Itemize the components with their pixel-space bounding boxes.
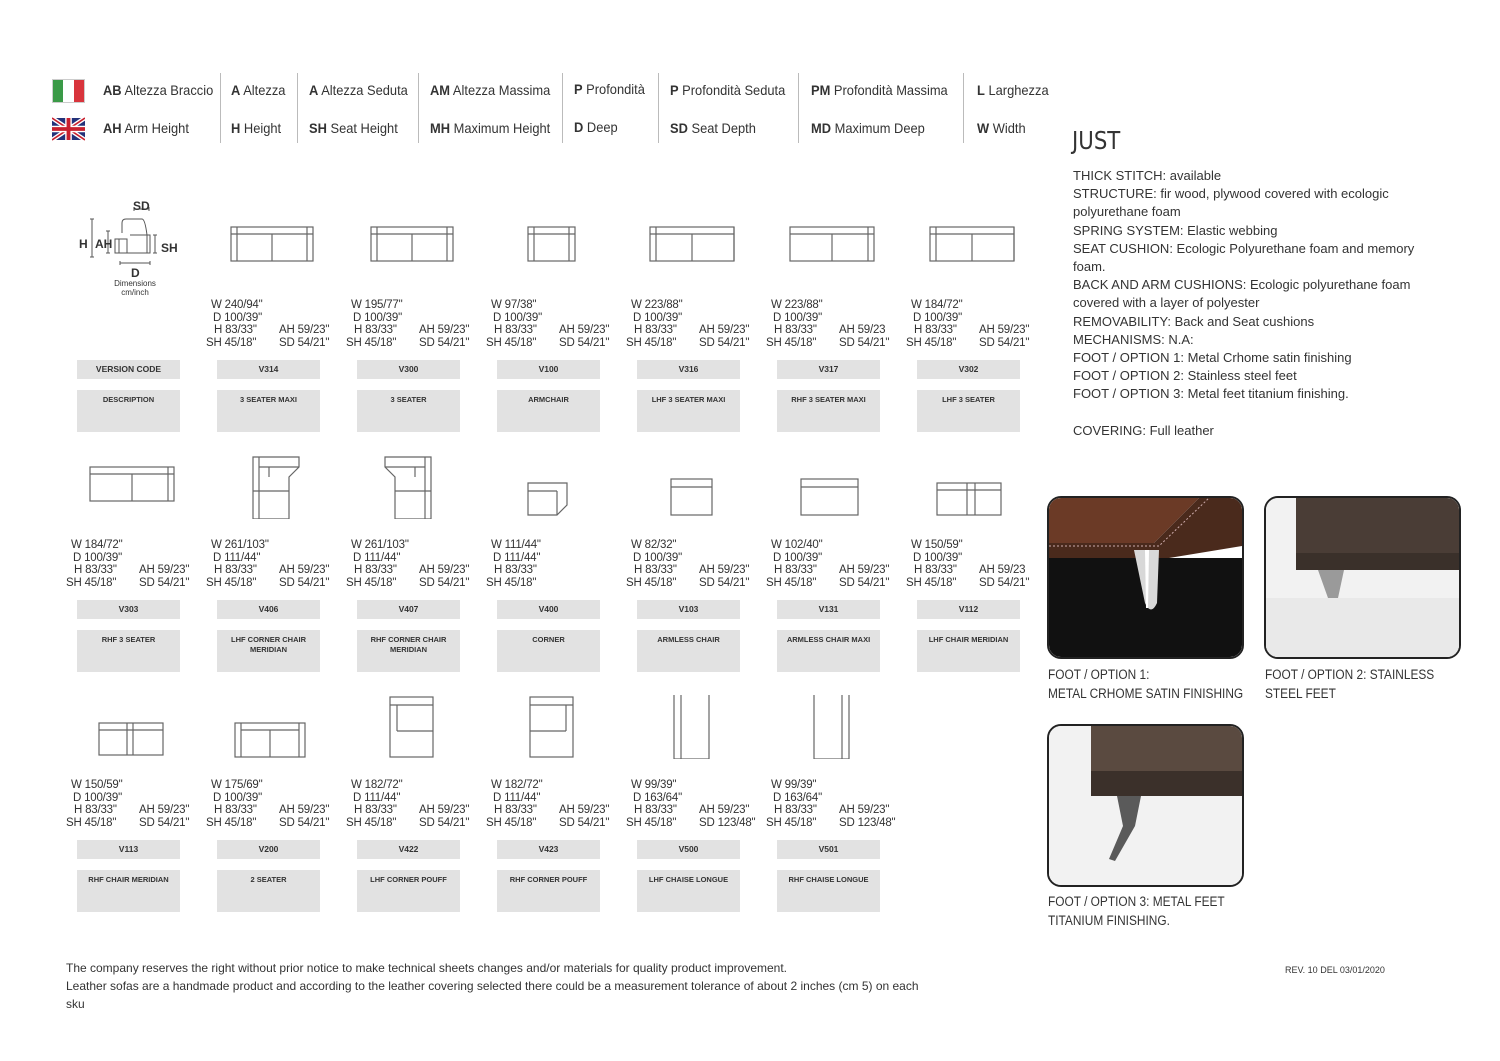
product-dimensions [626, 539, 757, 589]
ah-label: AH [95, 237, 113, 251]
seat-depth-value: SD 54/21" [559, 336, 610, 349]
caption-line-2: TITANIUM FINISHING. [1048, 912, 1170, 928]
covering-text: COVERING: Full leather [1073, 422, 1214, 438]
version-code: V400 [497, 600, 600, 619]
product-description: 2 SEATER [217, 870, 320, 912]
product-dimensions [906, 539, 1037, 589]
seat-depth-value: SD 54/21" [559, 816, 610, 829]
legend-en-7: W Width [977, 120, 1026, 136]
product-description: CORNER [497, 630, 600, 672]
foot-photo-3 [1047, 724, 1244, 887]
product-dimensions [626, 299, 757, 349]
seat-height-value: SH 45/18" [906, 336, 957, 349]
depth-value: D 111/44" [353, 551, 401, 564]
width-value: W 261/103" [211, 539, 269, 551]
product-plan-icon [357, 455, 467, 519]
width-value: W 111/44" [491, 539, 541, 551]
arm-height-value: AH 59/23" [139, 564, 190, 577]
depth-value: D 100/39" [633, 311, 682, 324]
version-code: V501 [777, 840, 880, 859]
arm-height-value: AH 59/23" [699, 804, 750, 817]
depth-value: D 163/64" [773, 791, 822, 804]
product-plan-icon [217, 455, 327, 519]
foot-option-caption [1048, 893, 1225, 930]
legend-separator [418, 73, 419, 143]
product-description: LHF 3 SEATER [917, 390, 1020, 432]
legend-separator [297, 73, 298, 143]
version-code: V422 [357, 840, 460, 859]
legend-en-0: AH Arm Height [103, 120, 189, 136]
legend-separator [658, 73, 659, 143]
depth-value: D 100/39" [213, 791, 262, 804]
height-value: H 83/33" [214, 324, 257, 337]
product-plan-icon [77, 455, 187, 519]
arm-height-value: AH 59/23" [699, 324, 750, 337]
version-code: V317 [777, 360, 880, 379]
product-plan-icon [637, 455, 747, 519]
product-plan-icon [357, 695, 467, 759]
product-dimensions [626, 779, 757, 829]
product-description: LHF CHAISE LONGUE [637, 870, 740, 912]
height-value: H 83/33" [914, 564, 957, 577]
arm-height-value: AH 59/23" [279, 564, 330, 577]
depth-value: D 111/44" [493, 791, 541, 804]
diagram-caption-1: Dimensions [114, 279, 156, 288]
height-value: H 83/33" [354, 564, 397, 577]
product-plan-icon [777, 215, 887, 279]
height-value: H 83/33" [354, 324, 397, 337]
arm-height-value: AH 59/23" [839, 804, 890, 817]
arm-height-value: AH 59/23" [839, 564, 890, 577]
depth-value: D 100/39" [773, 311, 822, 324]
product-dimensions [486, 299, 617, 349]
spec-line: BACK AND ARM CUSHIONS: Ecologic polyurethane foam covered with a layer of polyester [1073, 277, 1411, 311]
product-plan-icon [637, 215, 747, 279]
height-value: H 83/33" [634, 804, 677, 817]
version-code: V314 [217, 360, 320, 379]
product-plan-icon [497, 455, 607, 519]
disclaimer-line-2: Leather sofas are a handmade product and according to the leather covering selected there could be a measurement tolerance of about 2 inches (cm 5) on each [66, 979, 919, 993]
description-label: DESCRIPTION [77, 390, 180, 432]
product-description: RHF 3 SEATER MAXI [777, 390, 880, 432]
version-code-label: VERSION CODE [77, 360, 180, 379]
depth-value: D 111/44" [213, 551, 261, 564]
uk-flag-icon [52, 117, 85, 141]
height-value: H 83/33" [494, 564, 537, 577]
legend-separator [562, 73, 563, 143]
legend-en-4: D Deep [574, 119, 618, 135]
caption-line-1: FOOT / OPTION 2: STAINLESS [1265, 667, 1435, 682]
seat-height-value: SH 45/18" [486, 576, 537, 589]
product-dimensions [66, 779, 197, 829]
height-value: H 83/33" [74, 804, 117, 817]
depth-value: D 100/39" [213, 311, 262, 324]
seat-height-value: SH 45/18" [66, 576, 117, 589]
seat-height-value: SH 45/18" [66, 816, 117, 829]
foot-photo-2 [1264, 496, 1461, 659]
depth-value: D 163/64" [633, 791, 682, 804]
spec-line: STRUCTURE: fir wood, plywood covered with ecologic polyurethane foam [1073, 186, 1389, 220]
foot-photo-1 [1047, 496, 1244, 659]
version-code: V100 [497, 360, 600, 379]
seat-depth-value: SD 54/21" [839, 576, 890, 589]
depth-value: D 100/39" [913, 551, 962, 564]
product-description: 3 SEATER MAXI [217, 390, 320, 432]
seat-height-value: SH 45/18" [346, 816, 397, 829]
legend-separator [798, 73, 799, 143]
seat-height-value: SH 45/18" [206, 816, 257, 829]
width-value: W 102/40" [771, 539, 823, 551]
h-label: H [79, 237, 88, 251]
version-code: V500 [637, 840, 740, 859]
product-dimensions [346, 539, 477, 589]
seat-height-value: SH 45/18" [626, 336, 677, 349]
height-value: H 83/33" [74, 564, 117, 577]
seat-height-value: SH 45/18" [766, 336, 817, 349]
product-plan-icon [217, 215, 327, 279]
height-value: H 83/33" [494, 324, 537, 337]
product-description: ARMLESS CHAIR [637, 630, 740, 672]
seat-depth-value: SD 54/21" [139, 816, 190, 829]
version-code: V423 [497, 840, 600, 859]
seat-depth-value: SD 54/21" [699, 336, 750, 349]
width-value: W 175/69" [211, 779, 263, 791]
version-code: V131 [777, 600, 880, 619]
version-code: V103 [637, 600, 740, 619]
legend-it-4: P Profondità [574, 81, 645, 97]
width-value: W 150/59" [911, 539, 963, 551]
arm-height-value: AH 59/23" [419, 324, 470, 337]
arm-height-value: AH 59/23 [839, 324, 886, 337]
seat-depth-value: SD 54/21" [419, 576, 470, 589]
width-value: W 240/94" [211, 299, 263, 311]
height-value: H 83/33" [774, 804, 817, 817]
seat-depth-value: SD 54/21" [139, 576, 190, 589]
width-value: W 182/72" [351, 779, 403, 791]
height-value: H 83/33" [774, 324, 817, 337]
legend-it-7: L Larghezza [977, 82, 1049, 98]
legend-en-6: MD Maximum Deep [811, 120, 925, 136]
arm-height-value: AH 59/23" [139, 804, 190, 817]
width-value: W 99/39" [771, 779, 817, 791]
legend-it-5: P Profondità Seduta [670, 82, 786, 98]
height-value: H 83/33" [774, 564, 817, 577]
spec-line: MECHANISMS: N.A: [1073, 331, 1194, 347]
product-dimensions [486, 539, 617, 589]
width-value: W 150/59" [71, 779, 123, 791]
depth-value: D 100/39" [73, 791, 122, 804]
legend-en-5: SD Seat Depth [670, 120, 756, 136]
product-description: RHF CHAIR MERIDIAN [77, 870, 180, 912]
seat-height-value: SH 45/18" [906, 576, 957, 589]
height-value: H 83/33" [494, 804, 537, 817]
product-description: LHF CORNER CHAIR MERIDIAN [217, 630, 320, 672]
spec-line: THICK STITCH: available [1073, 168, 1222, 183]
diagram-caption-2: cm/inch [121, 288, 149, 297]
product-plan-icon [917, 455, 1027, 519]
spec-line: FOOT / OPTION 1: Metal Crhome satin finishing [1073, 350, 1352, 366]
product-description: 3 SEATER [357, 390, 460, 432]
spec-line: REMOVABILITY: Back and Seat cushions [1073, 313, 1315, 329]
width-value: W 261/103" [351, 539, 409, 551]
seat-depth-value: SD 123/48" [699, 816, 756, 829]
seat-depth-value: SD 54/21" [839, 336, 890, 349]
depth-value: D 100/39" [73, 551, 122, 564]
product-plan-icon [637, 695, 747, 759]
product-description: ARMLESS CHAIR MAXI [777, 630, 880, 672]
spec-line: SEAT CUSHION: Ecologic Polyurethane foam and memory foam. [1073, 240, 1415, 275]
dimensions-diagram [75, 195, 185, 305]
depth-value: D 100/39" [913, 311, 962, 324]
sd-label: SD [133, 199, 150, 213]
seat-depth-value: SD 54/21" [419, 336, 470, 349]
legend-it-3: AM Altezza Massima [430, 82, 551, 98]
product-dimensions [486, 779, 617, 829]
seat-height-value: SH 45/18" [206, 576, 257, 589]
seat-depth-value: SD 54/21" [979, 336, 1030, 349]
product-dimensions [346, 299, 477, 349]
product-plan-icon [777, 455, 887, 519]
product-plan-icon [357, 215, 467, 279]
seat-height-value: SH 45/18" [206, 336, 257, 349]
width-value: W 223/88" [771, 299, 823, 311]
seat-height-value: SH 45/18" [626, 816, 677, 829]
arm-height-value: AH 59/23" [559, 804, 610, 817]
legend-it-1: A Altezza [231, 82, 286, 98]
seat-height-value: SH 45/18" [766, 816, 817, 829]
version-code: V407 [357, 600, 460, 619]
product-dimensions [346, 779, 477, 829]
width-value: W 97/38" [491, 299, 537, 311]
caption-line-1: FOOT / OPTION 1: [1048, 667, 1150, 682]
version-code: V300 [357, 360, 460, 379]
product-dimensions [66, 539, 197, 589]
disclaimer-line-3: sku [66, 997, 85, 1011]
caption-line-2: STEEL FEET [1265, 685, 1336, 701]
width-value: W 184/72" [911, 299, 963, 311]
arm-height-value: AH 59/23" [559, 324, 610, 337]
product-plan-icon [497, 215, 607, 279]
seat-depth-value: SD 54/21" [979, 576, 1030, 589]
version-code: V316 [637, 360, 740, 379]
version-code: V302 [917, 360, 1020, 379]
seat-depth-value: SD 54/21" [419, 816, 470, 829]
seat-depth-value: SD 123/48" [839, 816, 896, 829]
height-value: H 83/33" [214, 804, 257, 817]
sh-label: SH [161, 241, 178, 255]
depth-value: D 100/39" [773, 551, 822, 564]
product-plan-icon [497, 695, 607, 759]
caption-line-2: METAL CRHOME SATIN FINISHING [1048, 685, 1244, 701]
depth-value: D 111/44" [353, 791, 401, 804]
product-title: JUST [1072, 126, 1121, 155]
product-description: RHF CORNER POUFF [497, 870, 600, 912]
foot-option-caption [1265, 666, 1434, 703]
product-plan-icon [777, 695, 887, 759]
seat-height-value: SH 45/18" [486, 816, 537, 829]
depth-value: D 100/39" [353, 311, 402, 324]
seat-depth-value: SD 54/21" [279, 576, 330, 589]
height-value: H 83/33" [634, 564, 677, 577]
product-description: RHF CHAISE LONGUE [777, 870, 880, 912]
legend-en-3: MH Maximum Height [430, 120, 551, 136]
height-value: H 83/33" [214, 564, 257, 577]
product-plan-icon [77, 695, 187, 759]
width-value: W 223/88" [631, 299, 683, 311]
legend-it-0: AB Altezza Braccio [103, 82, 214, 98]
version-code: V113 [77, 840, 180, 859]
width-value: W 99/39" [631, 779, 677, 791]
seat-height-value: SH 45/18" [346, 576, 397, 589]
height-value: H 83/33" [634, 324, 677, 337]
legend-it-6: PM Profondità Massima [811, 82, 948, 98]
product-dimensions [206, 779, 337, 829]
legend-separator [220, 73, 221, 143]
arm-height-value: AH 59/23" [699, 564, 750, 577]
seat-height-value: SH 45/18" [626, 576, 677, 589]
depth-value: D 111/44" [493, 551, 541, 564]
legend-en-2: SH Seat Height [309, 120, 398, 136]
arm-height-value: AH 59/23" [419, 804, 470, 817]
spec-line: FOOT / OPTION 3: Metal feet titanium finishing. [1073, 386, 1349, 402]
width-value: W 184/72" [71, 539, 123, 551]
legend-en-1: H Height [231, 120, 282, 136]
seat-height-value: SH 45/18" [346, 336, 397, 349]
product-description: RHF CORNER CHAIR MERIDIAN [357, 630, 460, 672]
product-dimensions [206, 539, 337, 589]
product-plan-icon [217, 695, 327, 759]
d-label: D [131, 266, 140, 280]
specifications [1073, 167, 1433, 440]
seat-height-value: SH 45/18" [766, 576, 817, 589]
height-value: H 83/33" [914, 324, 957, 337]
version-code: V406 [217, 600, 320, 619]
arm-height-value: AH 59/23" [979, 324, 1030, 337]
depth-value: D 100/39" [493, 311, 542, 324]
version-code: V112 [917, 600, 1020, 619]
legend-separator [963, 73, 964, 143]
product-dimensions [766, 539, 897, 589]
product-dimensions [766, 779, 897, 829]
seat-depth-value: SD 54/21" [279, 816, 330, 829]
sofa-section-icon [75, 195, 185, 275]
italian-flag-icon [52, 79, 85, 103]
arm-height-value: AH 59/23" [279, 324, 330, 337]
foot-option-caption [1048, 666, 1243, 703]
width-value: W 195/77" [351, 299, 403, 311]
product-description: RHF 3 SEATER [77, 630, 180, 672]
version-code: V200 [217, 840, 320, 859]
width-value: W 82/32" [631, 539, 677, 551]
seat-depth-value: SD 54/21" [279, 336, 330, 349]
spec-line: FOOT / OPTION 2: Stainless steel feet [1073, 368, 1297, 384]
product-dimensions [766, 299, 897, 349]
arm-height-value: AH 59/23" [419, 564, 470, 577]
product-description: LHF CHAIR MERIDIAN [917, 630, 1020, 672]
legend-it-2: A Altezza Seduta [309, 82, 408, 98]
arm-height-value: AH 59/23" [279, 804, 330, 817]
product-description: LHF CORNER POUFF [357, 870, 460, 912]
seat-height-value: SH 45/18" [486, 336, 537, 349]
arm-height-value: AH 59/23 [979, 564, 1026, 577]
height-value: H 83/33" [354, 804, 397, 817]
product-description: LHF 3 SEATER MAXI [637, 390, 740, 432]
revision-label: REV. 10 DEL 03/01/2020 [1285, 965, 1385, 975]
depth-value: D 100/39" [633, 551, 682, 564]
product-dimensions [206, 299, 337, 349]
product-description: ARMCHAIR [497, 390, 600, 432]
version-code: V303 [77, 600, 180, 619]
caption-line-1: FOOT / OPTION 3: METAL FEET [1048, 894, 1225, 909]
disclaimer-line-1: The company reserves the right without prior notice to make technical sheets changes and/or materials for quality product improvement. [66, 961, 788, 975]
product-dimensions [906, 299, 1037, 349]
product-plan-icon [917, 215, 1027, 279]
seat-depth-value: SD 54/21" [699, 576, 750, 589]
spec-line: SPRING SYSTEM: Elastic webbing [1073, 222, 1278, 238]
width-value: W 182/72" [491, 779, 543, 791]
